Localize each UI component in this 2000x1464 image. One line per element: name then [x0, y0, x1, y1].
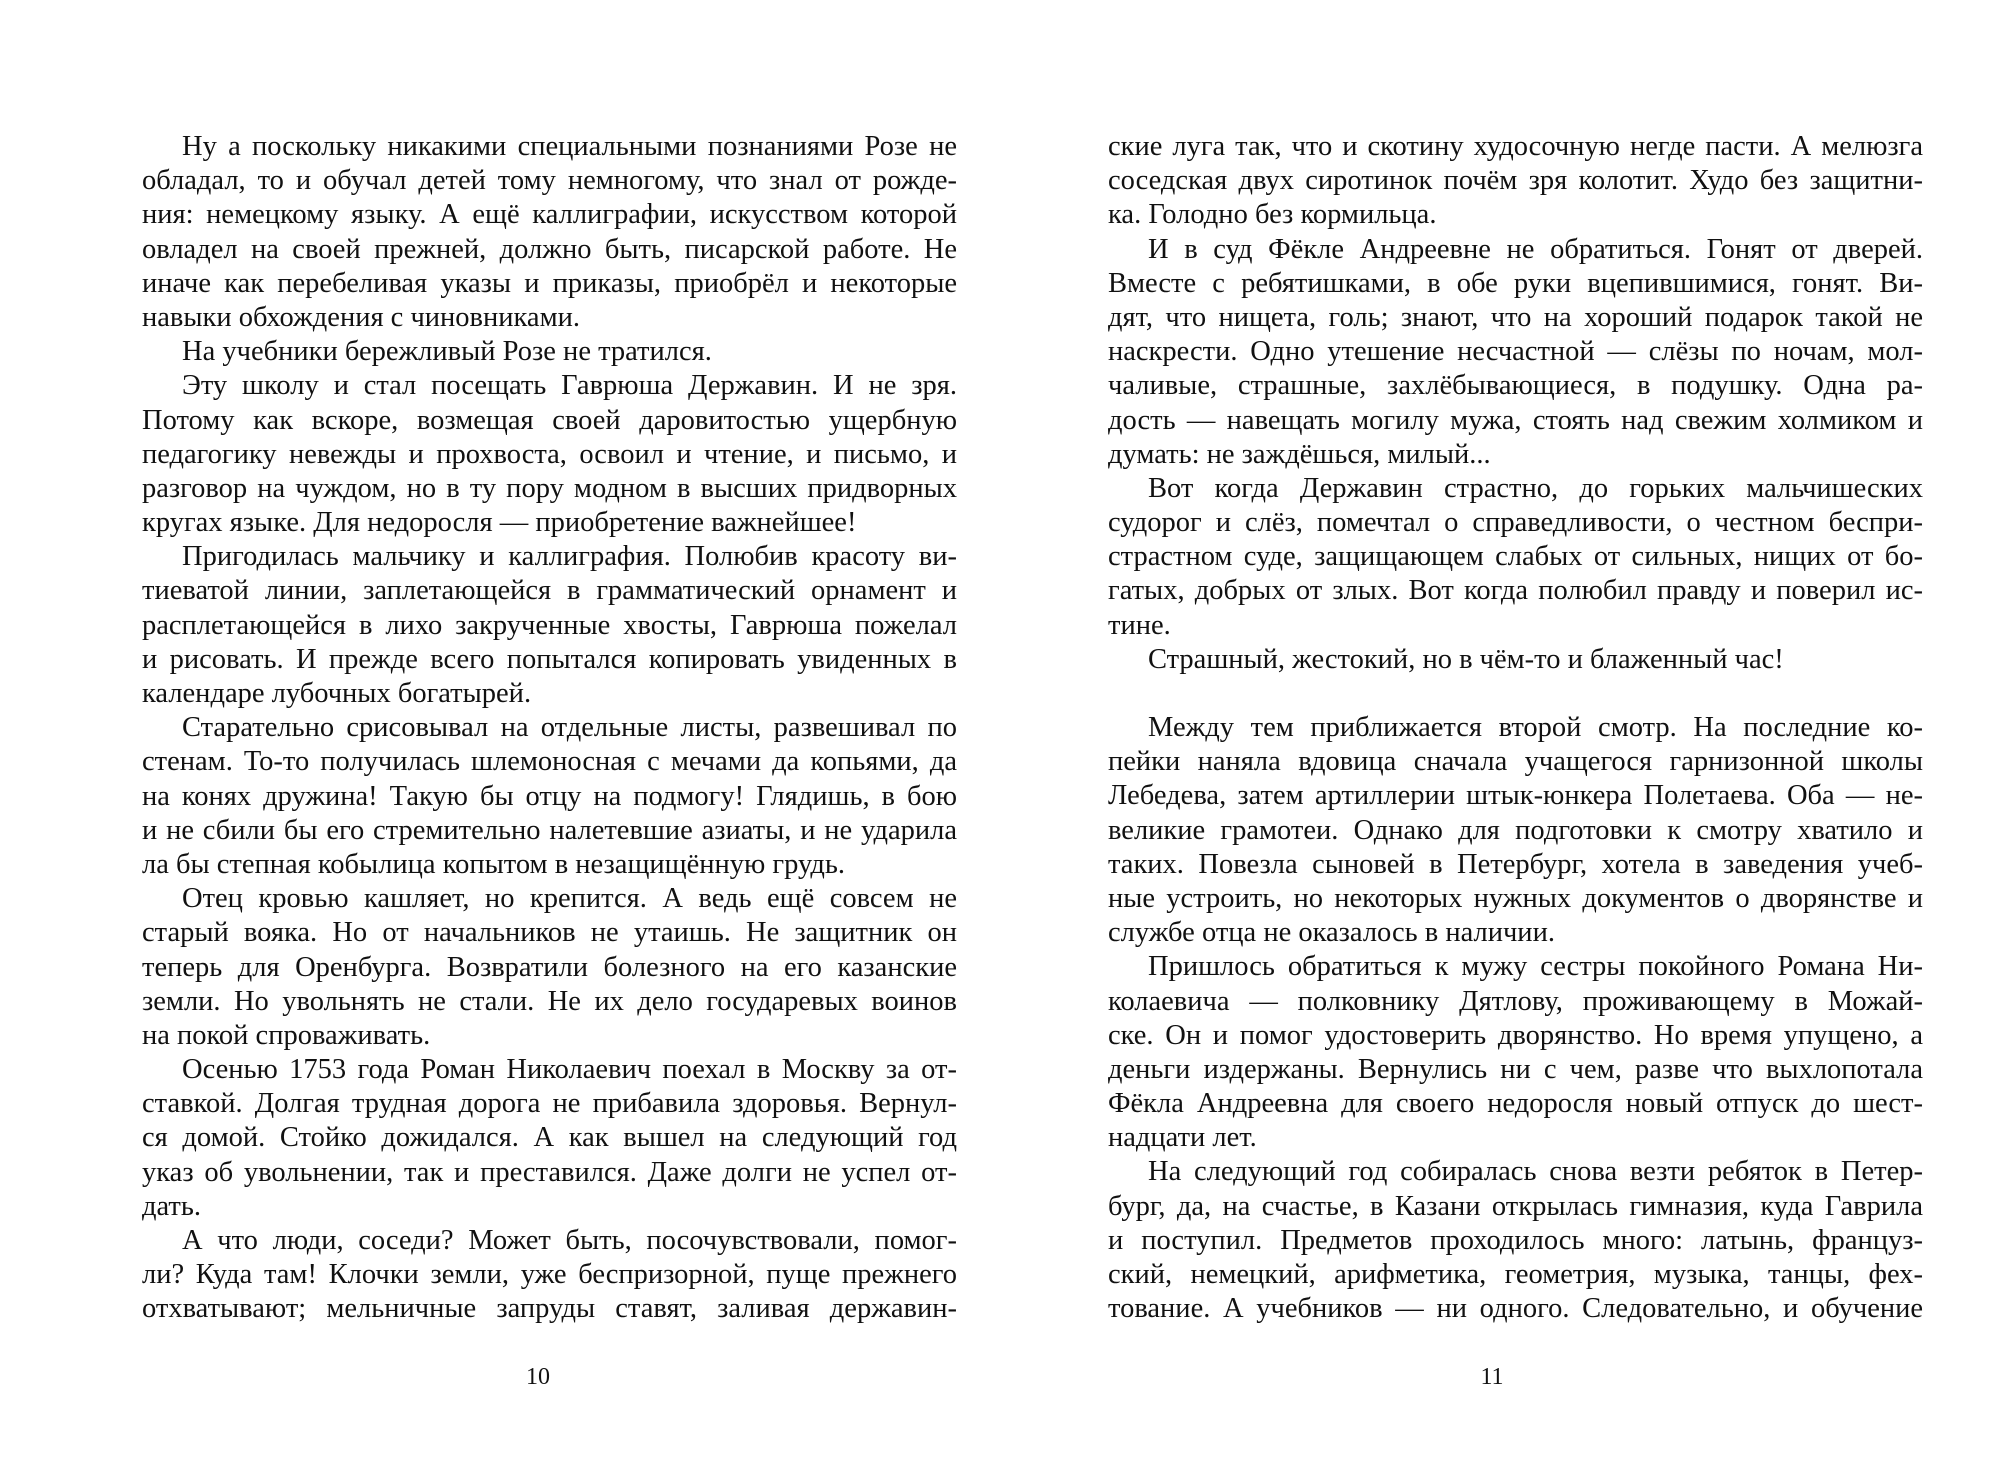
right-page-number: 11 — [1480, 1364, 1504, 1390]
text-line: думать: не заждёшься, милый... — [1108, 438, 1491, 470]
text-line: иначе как перебеливая указы и приказы, приобрёл и некоторые — [142, 267, 957, 299]
text-line: таких. Повезла сыновей в Петербург, хотела в заведения учеб- — [1108, 848, 1923, 880]
text-line: теперь для Оренбурга. Возвратили болезного на его казанские — [142, 951, 957, 983]
text-line: дят, что нищета, голь; знают, что на хороший подарок такой не — [1108, 301, 1923, 333]
text-line: ские луга так, что и скотину худосочную негде пасти. А мелюзга — [1108, 131, 1923, 162]
text-line: Старательно срисовывал на отдельные листы, развешивал по — [182, 712, 957, 744]
text-line: Между тем приближается второй смотр. На последние ко- — [1148, 712, 1923, 743]
text-line: И в суд Фёкле Андреевне не обратиться. Гонят от дверей. — [1148, 233, 1923, 265]
text-line: ка. Голодно без кормильца. — [1108, 199, 1437, 231]
text-line: Осенью 1753 года Роман Николаевич поехал в Москву за от- — [182, 1054, 957, 1086]
text-line: гатых, добрых от злых. Вот когда полюбил правду и поверил ис- — [1108, 575, 1923, 607]
text-line: и не сбили бы его стремительно налетевшие азиаты, и не ударила — [142, 814, 957, 846]
text-line: чаливые, страшные, захлёбывающиеся, в подушку. Одна ра- — [1108, 370, 1923, 402]
text-line: земли. Но увольнять не стали. Не их дело государевых воинов — [142, 985, 957, 1017]
text-line: На следующий год собиралась снова везти ребяток в Петер- — [1148, 1156, 1923, 1188]
text-line: старый вояка. Но от начальников не утаишь. Не защитник он — [142, 917, 957, 949]
text-line: ставкой. Долгая трудная дорога не прибавила здоровья. Вернул- — [142, 1088, 957, 1120]
text-line: наскрести. Одно утешение несчастной — слёзы по ночам, мол- — [1108, 336, 1923, 368]
text-line: обладал, то и обучал детей тому немногому, что знал от рожде- — [142, 165, 957, 197]
text-line: кругах языке. Для недоросля — приобретение важнейшее! — [142, 507, 857, 539]
text-line: отхватывают; мельничные запруды ставят, заливая державин- — [142, 1293, 957, 1325]
text-line: дать. — [142, 1190, 201, 1222]
text-line: ский, немецкий, арифметика, геометрия, музыка, танцы, фех- — [1108, 1259, 1923, 1290]
text-line: Потому как вскоре, возмещая своей даровитостью ущербную — [142, 404, 957, 436]
text-line: ла бы степная кобылица копытом в незащищённую грудь. — [142, 848, 846, 880]
text-line: и поступил. Предметов проходилось много: латынь, француз- — [1108, 1224, 1923, 1256]
text-line: Ну а поскольку никакими специальными познаниями Розе не — [182, 131, 957, 162]
left-page-text — [142, 130, 957, 1327]
text-line: А что люди, соседи? Может быть, посочувствовали, помог- — [182, 1225, 957, 1256]
text-line: деньги издержаны. Вернулись ни с чем, разве что выхлопотала — [1108, 1053, 1923, 1085]
right-page-text — [1108, 130, 1923, 1326]
text-line: стенам. То-то получилась шлемоносная с мечами да копьями, да — [142, 746, 957, 778]
text-line: ске. Он и помог удостоверить дворянство. Но время упущено, а — [1108, 1019, 1923, 1051]
text-line: Отец кровью кашляет, но крепится. А ведь ещё совсем не — [182, 883, 957, 915]
text-line: надцати лет. — [1108, 1122, 1257, 1154]
text-line: Эту школу и стал посещать Гаврюша Державин. И не зря. — [182, 370, 957, 402]
text-line: бург, да, на счастье, в Казани открылась гимназия, куда Гаврила — [1108, 1190, 1923, 1222]
text-line: на конях дружина! Такую бы отцу на подмогу! Глядишь, в бою — [142, 780, 957, 812]
text-line: Пришлось обратиться к мужу сестры покойного Романа Ни- — [1148, 951, 1923, 983]
text-line: ные устроить, но некоторых нужных документов о дворянстве и — [1108, 882, 1923, 914]
text-line: великие грамотеи. Однако для подготовки к смотру хватило и — [1108, 814, 1923, 846]
text-line: На учебники бережливый Розе не тратился. — [182, 336, 712, 368]
text-line: Фёкла Андреевна для своего недоросля новый отпуск до шест- — [1108, 1088, 1923, 1120]
text-line: ли? Куда там! Клочки земли, уже беспризорной, пуще прежнего — [142, 1259, 957, 1291]
text-line: судорог и слёз, помечтал о справедливости, о честном беспри- — [1108, 507, 1923, 539]
text-line: пейки наняла вдовица сначала учащегося гарнизонной школы — [1108, 746, 1923, 778]
text-line: навыки обхождения с чиновниками. — [142, 301, 580, 333]
text-line: тование. А учебников — ни одного. Следовательно, и обучение — [1108, 1293, 1923, 1325]
text-line: указ об увольнении, так и преставился. Даже долги не успел от- — [142, 1156, 957, 1188]
text-line: овладел на своей прежней, должно быть, писарской работе. Не — [142, 233, 957, 265]
text-line: соседская двух сиротинок почём зря колотит. Худо без защитни- — [1108, 165, 1923, 197]
text-line: Вот когда Державин страстно, до горьких мальчишеских — [1148, 472, 1923, 504]
text-line: Страшный, жестокий, но в чём-то и блаженный час! — [1148, 643, 1784, 675]
text-line: и рисовать. И прежде всего попытался копировать увиденных в — [142, 643, 957, 675]
text-line: ся домой. Стойко дожидался. А как вышел на следующий год — [142, 1122, 957, 1154]
text-line: тине. — [1108, 609, 1171, 641]
text-line: расплетающейся в лихо закрученные хвосты, Гаврюша пожелал — [142, 609, 957, 641]
text-line: дость — навещать могилу мужа, стоять над свежим холмиком и — [1108, 404, 1923, 436]
text-line: Вместе с ребятишками, в обе руки вцепившимися, гонят. Ви- — [1108, 267, 1923, 299]
text-line: Пригодилась мальчику и каллиграфия. Полюбив красоту ви- — [182, 541, 957, 573]
text-line: педагогику невежды и прохвоста, освоил и чтение, и письмо, и — [142, 438, 957, 470]
text-line: Лебедева, затем артиллерии штык-юнкера Полетаева. Оба — не- — [1108, 780, 1923, 812]
text-line: страстном суде, защищающем слабых от сильных, нищих от бо- — [1108, 541, 1923, 573]
text-line: календаре лубочных богатырей. — [142, 678, 532, 709]
text-line: тиеватой линии, заплетающейся в грамматический орнамент и — [142, 575, 957, 607]
text-line: на покой спроваживать. — [142, 1019, 431, 1051]
left-page-number: 10 — [526, 1364, 550, 1390]
text-line: разговор на чуждом, но в ту пору модном в высших придворных — [142, 472, 957, 504]
text-line: колаевича — полковнику Дятлову, проживающему в Можай- — [1108, 985, 1923, 1017]
text-line: ния: немецкому языку. А ещё каллиграфии, искусством которой — [142, 199, 957, 231]
text-line: службе отца не оказалось в наличии. — [1108, 917, 1555, 949]
